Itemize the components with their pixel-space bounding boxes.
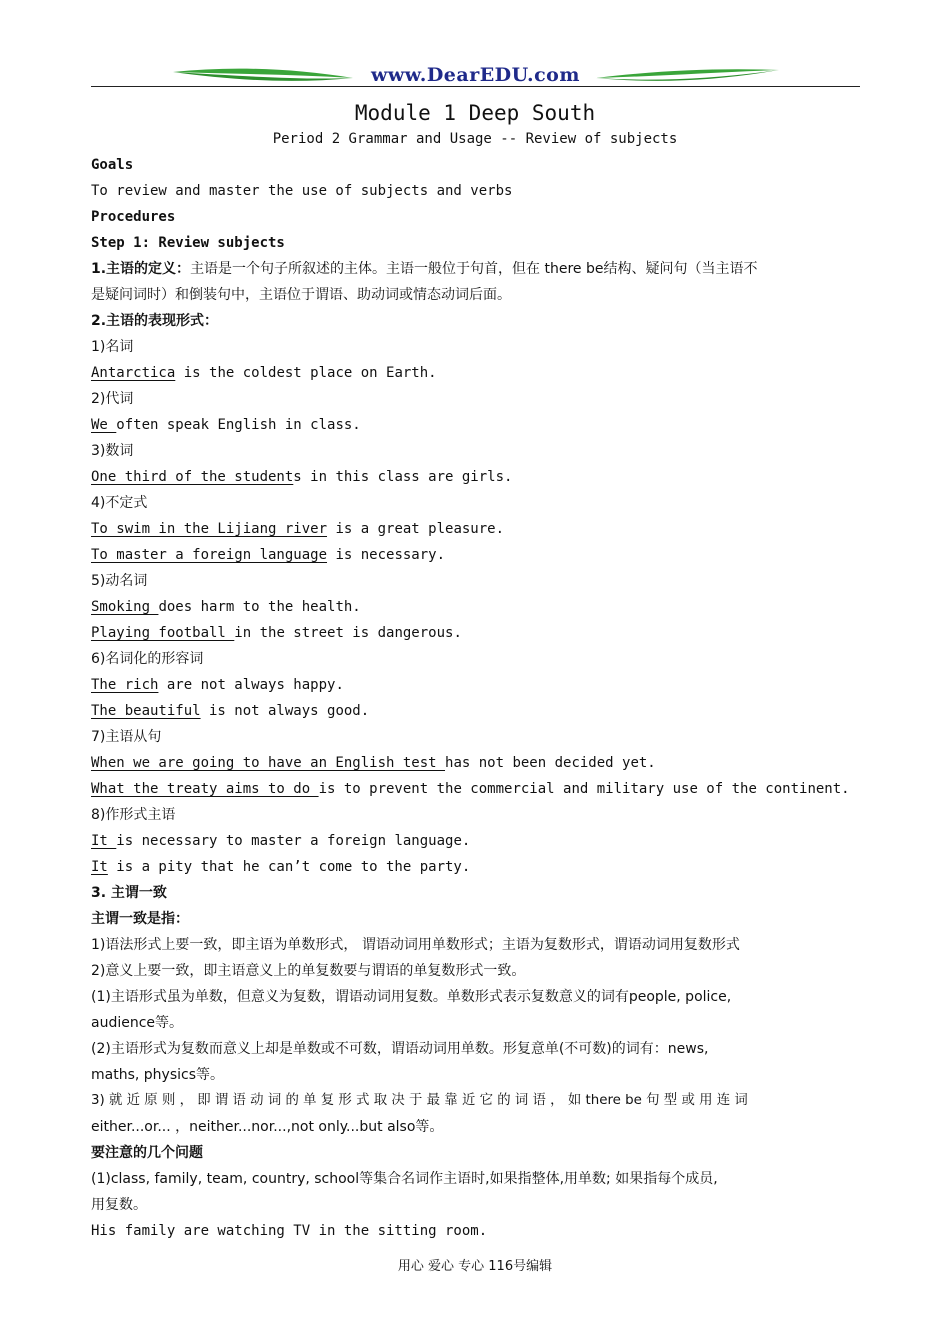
example-rest: in the street is dangerous. [234, 625, 462, 641]
notes-1-line-1: (1)class, family, team, country, school等集合名词作主语时,如果指整体,用单数; 如果指每个成员, [91, 1171, 718, 1187]
agreement-rule-2b-line-1: (2)主语形式为复数而意义上却是单数或不可数，谓语动词用单数。形复意单(不可数)的词有：news, [91, 1041, 709, 1057]
example-subject: What the treaty aims to do [91, 781, 319, 797]
example-rest: is the coldest place on Earth. [175, 365, 437, 381]
example-rest: does harm to the health. [158, 599, 361, 615]
form-7-example-2 [91, 776, 863, 802]
example-subject: To swim in the Lijiang river [91, 521, 328, 537]
forms-heading: 2.主语的表现形式： [91, 313, 219, 329]
page-footer: 用心 爱心 专心 116号编辑 [397, 1259, 553, 1274]
notes-1-line-2: 用复数。 [91, 1197, 147, 1213]
form-6-label: 6)名词化的形容词 [91, 651, 204, 667]
procedures-heading: Procedures [91, 209, 176, 225]
header-rule [91, 86, 860, 87]
example-rest: is a great pleasure. [327, 521, 505, 537]
example-subject: We [91, 417, 117, 433]
form-7-example-1 [91, 750, 863, 776]
form-5-example-1 [91, 594, 863, 620]
form-6-example-1 [91, 672, 863, 698]
form-8-label: 8)作形式主语 [91, 807, 176, 823]
example-rest: s in this class are girls. [293, 469, 513, 485]
agreement-rule-2a-line-1: (1)主语形式虽为单数，但意义为复数，谓语动词用复数。单数形式表示复数意义的词有people, police, [91, 989, 732, 1005]
example-subject: Smoking [91, 599, 159, 615]
example-subject: To master a foreign language [91, 547, 328, 563]
goals-heading: Goals [91, 157, 134, 173]
example-rest: is to prevent the commercial and military use of the continent. [318, 781, 850, 797]
form-3-example [91, 464, 863, 490]
agreement-rule-2a-line-2: audience等。 [91, 1015, 184, 1031]
example-subject: The rich [91, 677, 159, 693]
form-2-label: 2)代词 [91, 391, 134, 407]
form-5-label: 5)动名词 [91, 573, 148, 589]
site-header [91, 62, 860, 90]
example-rest: is not always good. [200, 703, 370, 719]
example-rest: is necessary. [327, 547, 446, 563]
form-4-example-2 [91, 542, 863, 568]
agreement-heading: 3. 主谓一致 [91, 885, 167, 901]
site-logo-text: www.DearEDU.com [371, 64, 580, 86]
step1-heading: Step 1: Review subjects [91, 235, 285, 251]
form-3-label: 3)数词 [91, 443, 134, 459]
form-8-example-1 [91, 828, 863, 854]
definition-label: 1.主语的定义： [91, 261, 191, 277]
example-subject: Playing football [91, 625, 235, 641]
agreement-rule-3-line-1: 3) 就 近 原 则 ， 即 谓 语 动 词 的 单 复 形 式 取 决 于 最 靠 近 它 的 词 语 ， 如 there be 句 型 或 用 连 词 [91, 1093, 748, 1108]
notes-1-example: His family are watching TV in the sitting room. [91, 1223, 488, 1239]
example-subject: It [91, 833, 117, 849]
example-rest: often speak English in class. [116, 417, 361, 433]
agreement-rule-2: 2)意义上要一致，即主语意义上的单复数要与谓语的单复数形式一致。 [91, 963, 526, 979]
definition-line-1 [91, 256, 863, 282]
form-5-example-2 [91, 620, 863, 646]
agreement-rule-2b-line-2: maths, physics等。 [91, 1067, 224, 1083]
form-6-example-2 [91, 698, 863, 724]
example-rest: is necessary to master a foreign language. [116, 833, 471, 849]
form-4-label: 4)不定式 [91, 495, 148, 511]
definition-text-1: 主语是一个句子所叙述的主体。主语一般位于句首，但在 there be结构、疑问句（当主语不 [190, 261, 758, 277]
example-rest: is a pity that he can’t come to the party. [107, 859, 471, 875]
agreement-rule-3-line-2: either...or... ，neither...nor...,not only...but also等。 [91, 1119, 444, 1135]
definition-line-2: 是疑问词时）和倒装句中，主语位于谓语、助动词或情态动词后面。 [91, 287, 511, 303]
agreement-definition: 主谓一致是指： [91, 911, 189, 927]
page-subtitle: Period 2 Grammar and Usage -- Review of subjects [272, 131, 678, 147]
example-subject: The beautiful [91, 703, 201, 719]
example-subject: When we are going to have an English test [91, 755, 446, 771]
example-subject: It [91, 859, 108, 875]
form-8-example-2 [91, 854, 863, 880]
form-7-label: 7)主语从句 [91, 729, 162, 745]
goals-text: To review and master the use of subjects and verbs [91, 183, 513, 199]
example-rest: has not been decided yet. [445, 755, 656, 771]
page-title: Module 1 Deep South [354, 101, 596, 125]
form-1-label: 1)名词 [91, 339, 134, 355]
form-4-example-1 [91, 516, 863, 542]
form-1-example [91, 360, 863, 386]
agreement-rule-1: 1)语法形式上要一致，即主语为单数形式， 谓语动词用单数形式；主语为复数形式，谓语动词用复数形式 [91, 937, 740, 953]
example-subject: One third of the student [91, 469, 294, 485]
example-rest: are not always happy. [158, 677, 344, 693]
form-2-example [91, 412, 863, 438]
example-subject: Antarctica [91, 365, 176, 381]
document-body [91, 152, 863, 1244]
notes-heading: 要注意的几个问题 [91, 1145, 203, 1161]
